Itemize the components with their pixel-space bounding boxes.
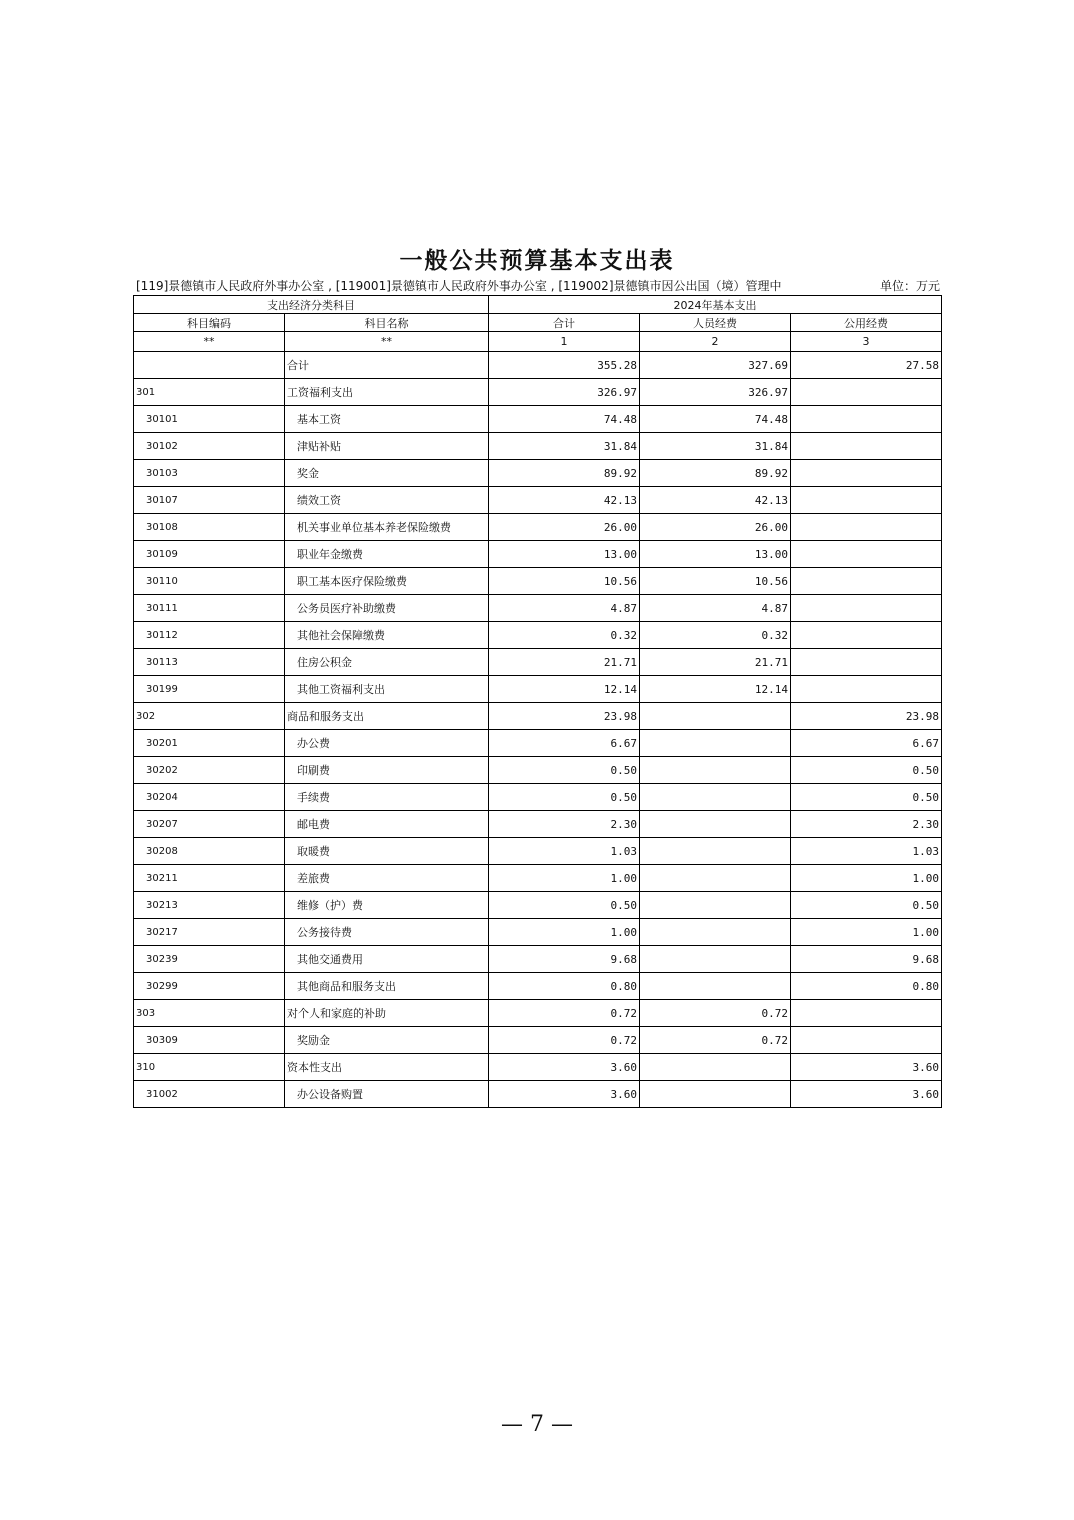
- row-public-cell: [791, 622, 942, 649]
- unit-list-subtitle: [119]景德镇市人民政府外事办公室 , [119001]景德镇市人民政府外事办公室 , [119002]景德镇市因公出国（境）管理中: [136, 279, 782, 293]
- table-row: [134, 757, 942, 784]
- row-personnel-cell: [640, 838, 791, 865]
- row-name-cell: 职业年金缴费: [285, 541, 489, 568]
- row-public-cell: 2.30: [791, 811, 942, 838]
- row-code-cell: 30108: [134, 514, 285, 541]
- unit-label: 单位：万元: [879, 279, 940, 293]
- row-personnel-cell: 10.56: [640, 568, 791, 595]
- row-public-cell: 1.00: [791, 865, 942, 892]
- header-personnel: 人员经费: [640, 314, 791, 332]
- table-row: [134, 1054, 942, 1081]
- table-row: [134, 811, 942, 838]
- row-total-cell: 6.67: [489, 730, 640, 757]
- table-row: [134, 784, 942, 811]
- table-row: [134, 730, 942, 757]
- row-total-cell: 1.00: [489, 865, 640, 892]
- row-personnel-cell: [640, 865, 791, 892]
- row-personnel-cell: 13.00: [640, 541, 791, 568]
- row-personnel-cell: 12.14: [640, 676, 791, 703]
- row-public-cell: 9.68: [791, 946, 942, 973]
- row-total-cell: 0.32: [489, 622, 640, 649]
- row-name-cell: 商品和服务支出: [285, 703, 489, 730]
- row-personnel-cell: 0.72: [640, 1000, 791, 1027]
- row-code-cell: 30110: [134, 568, 285, 595]
- row-total-cell: 0.72: [489, 1000, 640, 1027]
- row-code-cell: 31002: [134, 1081, 285, 1108]
- row-code-cell: 30217: [134, 919, 285, 946]
- table-row: [134, 919, 942, 946]
- row-public-cell: [791, 433, 942, 460]
- index-name: **: [285, 332, 489, 352]
- row-name-cell: 办公设备购置: [285, 1081, 489, 1108]
- row-code-cell: 30107: [134, 487, 285, 514]
- row-name-cell: 印刷费: [285, 757, 489, 784]
- page-title: 一般公共预算基本支出表: [399, 247, 675, 274]
- row-code-cell: 30102: [134, 433, 285, 460]
- row-code-cell: 30202: [134, 757, 285, 784]
- row-personnel-cell: 326.97: [640, 379, 791, 406]
- row-code-cell: 30299: [134, 973, 285, 1000]
- row-total-cell: 0.80: [489, 973, 640, 1000]
- row-name-cell: 合计: [285, 352, 489, 379]
- table-row: [134, 973, 942, 1000]
- row-public-cell: [791, 676, 942, 703]
- table-row: [134, 838, 942, 865]
- row-code-cell: 303: [134, 1000, 285, 1027]
- row-name-cell: 公务接待费: [285, 919, 489, 946]
- row-public-cell: [791, 595, 942, 622]
- row-total-cell: 2.30: [489, 811, 640, 838]
- budget-table: [133, 295, 942, 1108]
- row-personnel-cell: [640, 1081, 791, 1108]
- row-name-cell: 机关事业单位基本养老保险缴费: [285, 514, 489, 541]
- row-code-cell: [134, 352, 285, 379]
- row-personnel-cell: 327.69: [640, 352, 791, 379]
- row-total-cell: 42.13: [489, 487, 640, 514]
- row-public-cell: 23.98: [791, 703, 942, 730]
- row-code-cell: 301: [134, 379, 285, 406]
- row-personnel-cell: [640, 703, 791, 730]
- table-row: [134, 514, 942, 541]
- row-personnel-cell: [640, 784, 791, 811]
- row-personnel-cell: [640, 892, 791, 919]
- row-code-cell: 30113: [134, 649, 285, 676]
- row-total-cell: 21.71: [489, 649, 640, 676]
- row-total-cell: 4.87: [489, 595, 640, 622]
- row-name-cell: 住房公积金: [285, 649, 489, 676]
- page-number: — 7 —: [501, 1412, 573, 1437]
- header-code: 科目编码: [134, 314, 285, 332]
- table-row: [134, 703, 942, 730]
- row-name-cell: 津贴补贴: [285, 433, 489, 460]
- index-total: 1: [489, 332, 640, 352]
- table-row: [134, 676, 942, 703]
- table-row: [134, 568, 942, 595]
- header-group-row: [134, 296, 942, 314]
- table-row: [134, 1081, 942, 1108]
- row-personnel-cell: 89.92: [640, 460, 791, 487]
- row-public-cell: [791, 514, 942, 541]
- row-name-cell: 绩效工资: [285, 487, 489, 514]
- row-name-cell: 其他社会保障缴费: [285, 622, 489, 649]
- row-code-cell: 30309: [134, 1027, 285, 1054]
- table-row: [134, 649, 942, 676]
- header-public: 公用经费: [791, 314, 942, 332]
- row-public-cell: 3.60: [791, 1081, 942, 1108]
- row-public-cell: [791, 568, 942, 595]
- row-code-cell: 30207: [134, 811, 285, 838]
- table-row: [134, 946, 942, 973]
- row-public-cell: [791, 541, 942, 568]
- row-total-cell: 1.03: [489, 838, 640, 865]
- row-code-cell: 30199: [134, 676, 285, 703]
- row-public-cell: [791, 1027, 942, 1054]
- table-row: [134, 487, 942, 514]
- row-code-cell: 30208: [134, 838, 285, 865]
- row-public-cell: [791, 379, 942, 406]
- row-name-cell: 其他工资福利支出: [285, 676, 489, 703]
- row-personnel-cell: [640, 973, 791, 1000]
- row-public-cell: 1.00: [791, 919, 942, 946]
- row-name-cell: 职工基本医疗保险缴费: [285, 568, 489, 595]
- row-name-cell: 奖励金: [285, 1027, 489, 1054]
- row-name-cell: 手续费: [285, 784, 489, 811]
- row-total-cell: 0.50: [489, 892, 640, 919]
- row-name-cell: 奖金: [285, 460, 489, 487]
- row-total-cell: 12.14: [489, 676, 640, 703]
- row-personnel-cell: 26.00: [640, 514, 791, 541]
- header-name: 科目名称: [285, 314, 489, 332]
- row-personnel-cell: [640, 730, 791, 757]
- row-code-cell: 30204: [134, 784, 285, 811]
- row-personnel-cell: 0.32: [640, 622, 791, 649]
- table-row: [134, 1000, 942, 1027]
- row-public-cell: 1.03: [791, 838, 942, 865]
- row-public-cell: 0.80: [791, 973, 942, 1000]
- row-name-cell: 基本工资: [285, 406, 489, 433]
- index-personnel: 2: [640, 332, 791, 352]
- row-public-cell: [791, 1000, 942, 1027]
- row-code-cell: 30112: [134, 622, 285, 649]
- header-column-row: [134, 314, 942, 332]
- row-total-cell: 0.50: [489, 757, 640, 784]
- row-personnel-cell: 0.72: [640, 1027, 791, 1054]
- row-code-cell: 302: [134, 703, 285, 730]
- row-name-cell: 对个人和家庭的补助: [285, 1000, 489, 1027]
- table-row: [134, 892, 942, 919]
- row-code-cell: 30213: [134, 892, 285, 919]
- row-code-cell: 30103: [134, 460, 285, 487]
- table-row: [134, 622, 942, 649]
- header-basic-expenditure: 2024年基本支出: [489, 296, 942, 314]
- table-row: [134, 865, 942, 892]
- row-public-cell: 0.50: [791, 757, 942, 784]
- row-code-cell: 30111: [134, 595, 285, 622]
- row-public-cell: 3.60: [791, 1054, 942, 1081]
- row-personnel-cell: [640, 757, 791, 784]
- row-total-cell: 0.50: [489, 784, 640, 811]
- row-code-cell: 310: [134, 1054, 285, 1081]
- row-public-cell: [791, 406, 942, 433]
- row-total-cell: 0.72: [489, 1027, 640, 1054]
- row-personnel-cell: [640, 1054, 791, 1081]
- row-name-cell: 工资福利支出: [285, 379, 489, 406]
- budget-rows: [134, 352, 942, 1108]
- row-name-cell: 办公费: [285, 730, 489, 757]
- table-row: [134, 541, 942, 568]
- row-total-cell: 13.00: [489, 541, 640, 568]
- row-name-cell: 差旅费: [285, 865, 489, 892]
- row-personnel-cell: 74.48: [640, 406, 791, 433]
- row-name-cell: 取暖费: [285, 838, 489, 865]
- row-public-cell: 0.50: [791, 892, 942, 919]
- row-name-cell: 其他交通费用: [285, 946, 489, 973]
- header-total: 合计: [489, 314, 640, 332]
- table-row: [134, 433, 942, 460]
- index-code: **: [134, 332, 285, 352]
- table-row: [134, 595, 942, 622]
- row-name-cell: 维修（护）费: [285, 892, 489, 919]
- table-row: [134, 460, 942, 487]
- row-personnel-cell: 21.71: [640, 649, 791, 676]
- row-personnel-cell: [640, 919, 791, 946]
- row-public-cell: [791, 649, 942, 676]
- row-code-cell: 30211: [134, 865, 285, 892]
- row-total-cell: 355.28: [489, 352, 640, 379]
- row-public-cell: 0.50: [791, 784, 942, 811]
- row-total-cell: 3.60: [489, 1081, 640, 1108]
- row-code-cell: 30109: [134, 541, 285, 568]
- index-public: 3: [791, 332, 942, 352]
- row-name-cell: 其他商品和服务支出: [285, 973, 489, 1000]
- row-name-cell: 资本性支出: [285, 1054, 489, 1081]
- row-total-cell: 326.97: [489, 379, 640, 406]
- row-public-cell: 6.67: [791, 730, 942, 757]
- row-public-cell: [791, 460, 942, 487]
- header-index-row: [134, 332, 942, 352]
- row-total-cell: 26.00: [489, 514, 640, 541]
- table-row: [134, 1027, 942, 1054]
- row-code-cell: 30239: [134, 946, 285, 973]
- row-total-cell: 10.56: [489, 568, 640, 595]
- row-code-cell: 30201: [134, 730, 285, 757]
- row-name-cell: 公务员医疗补助缴费: [285, 595, 489, 622]
- row-personnel-cell: 42.13: [640, 487, 791, 514]
- row-total-cell: 23.98: [489, 703, 640, 730]
- header-economic-class: 支出经济分类科目: [134, 296, 489, 314]
- row-total-cell: 3.60: [489, 1054, 640, 1081]
- row-personnel-cell: 31.84: [640, 433, 791, 460]
- row-personnel-cell: 4.87: [640, 595, 791, 622]
- row-public-cell: [791, 487, 942, 514]
- table-row: [134, 406, 942, 433]
- row-name-cell: 邮电费: [285, 811, 489, 838]
- row-total-cell: 31.84: [489, 433, 640, 460]
- row-personnel-cell: [640, 946, 791, 973]
- row-total-cell: 1.00: [489, 919, 640, 946]
- row-personnel-cell: [640, 811, 791, 838]
- table-row: [134, 379, 942, 406]
- row-total-cell: 74.48: [489, 406, 640, 433]
- row-total-cell: 9.68: [489, 946, 640, 973]
- row-public-cell: 27.58: [791, 352, 942, 379]
- row-code-cell: 30101: [134, 406, 285, 433]
- row-total-cell: 89.92: [489, 460, 640, 487]
- table-row: [134, 352, 942, 379]
